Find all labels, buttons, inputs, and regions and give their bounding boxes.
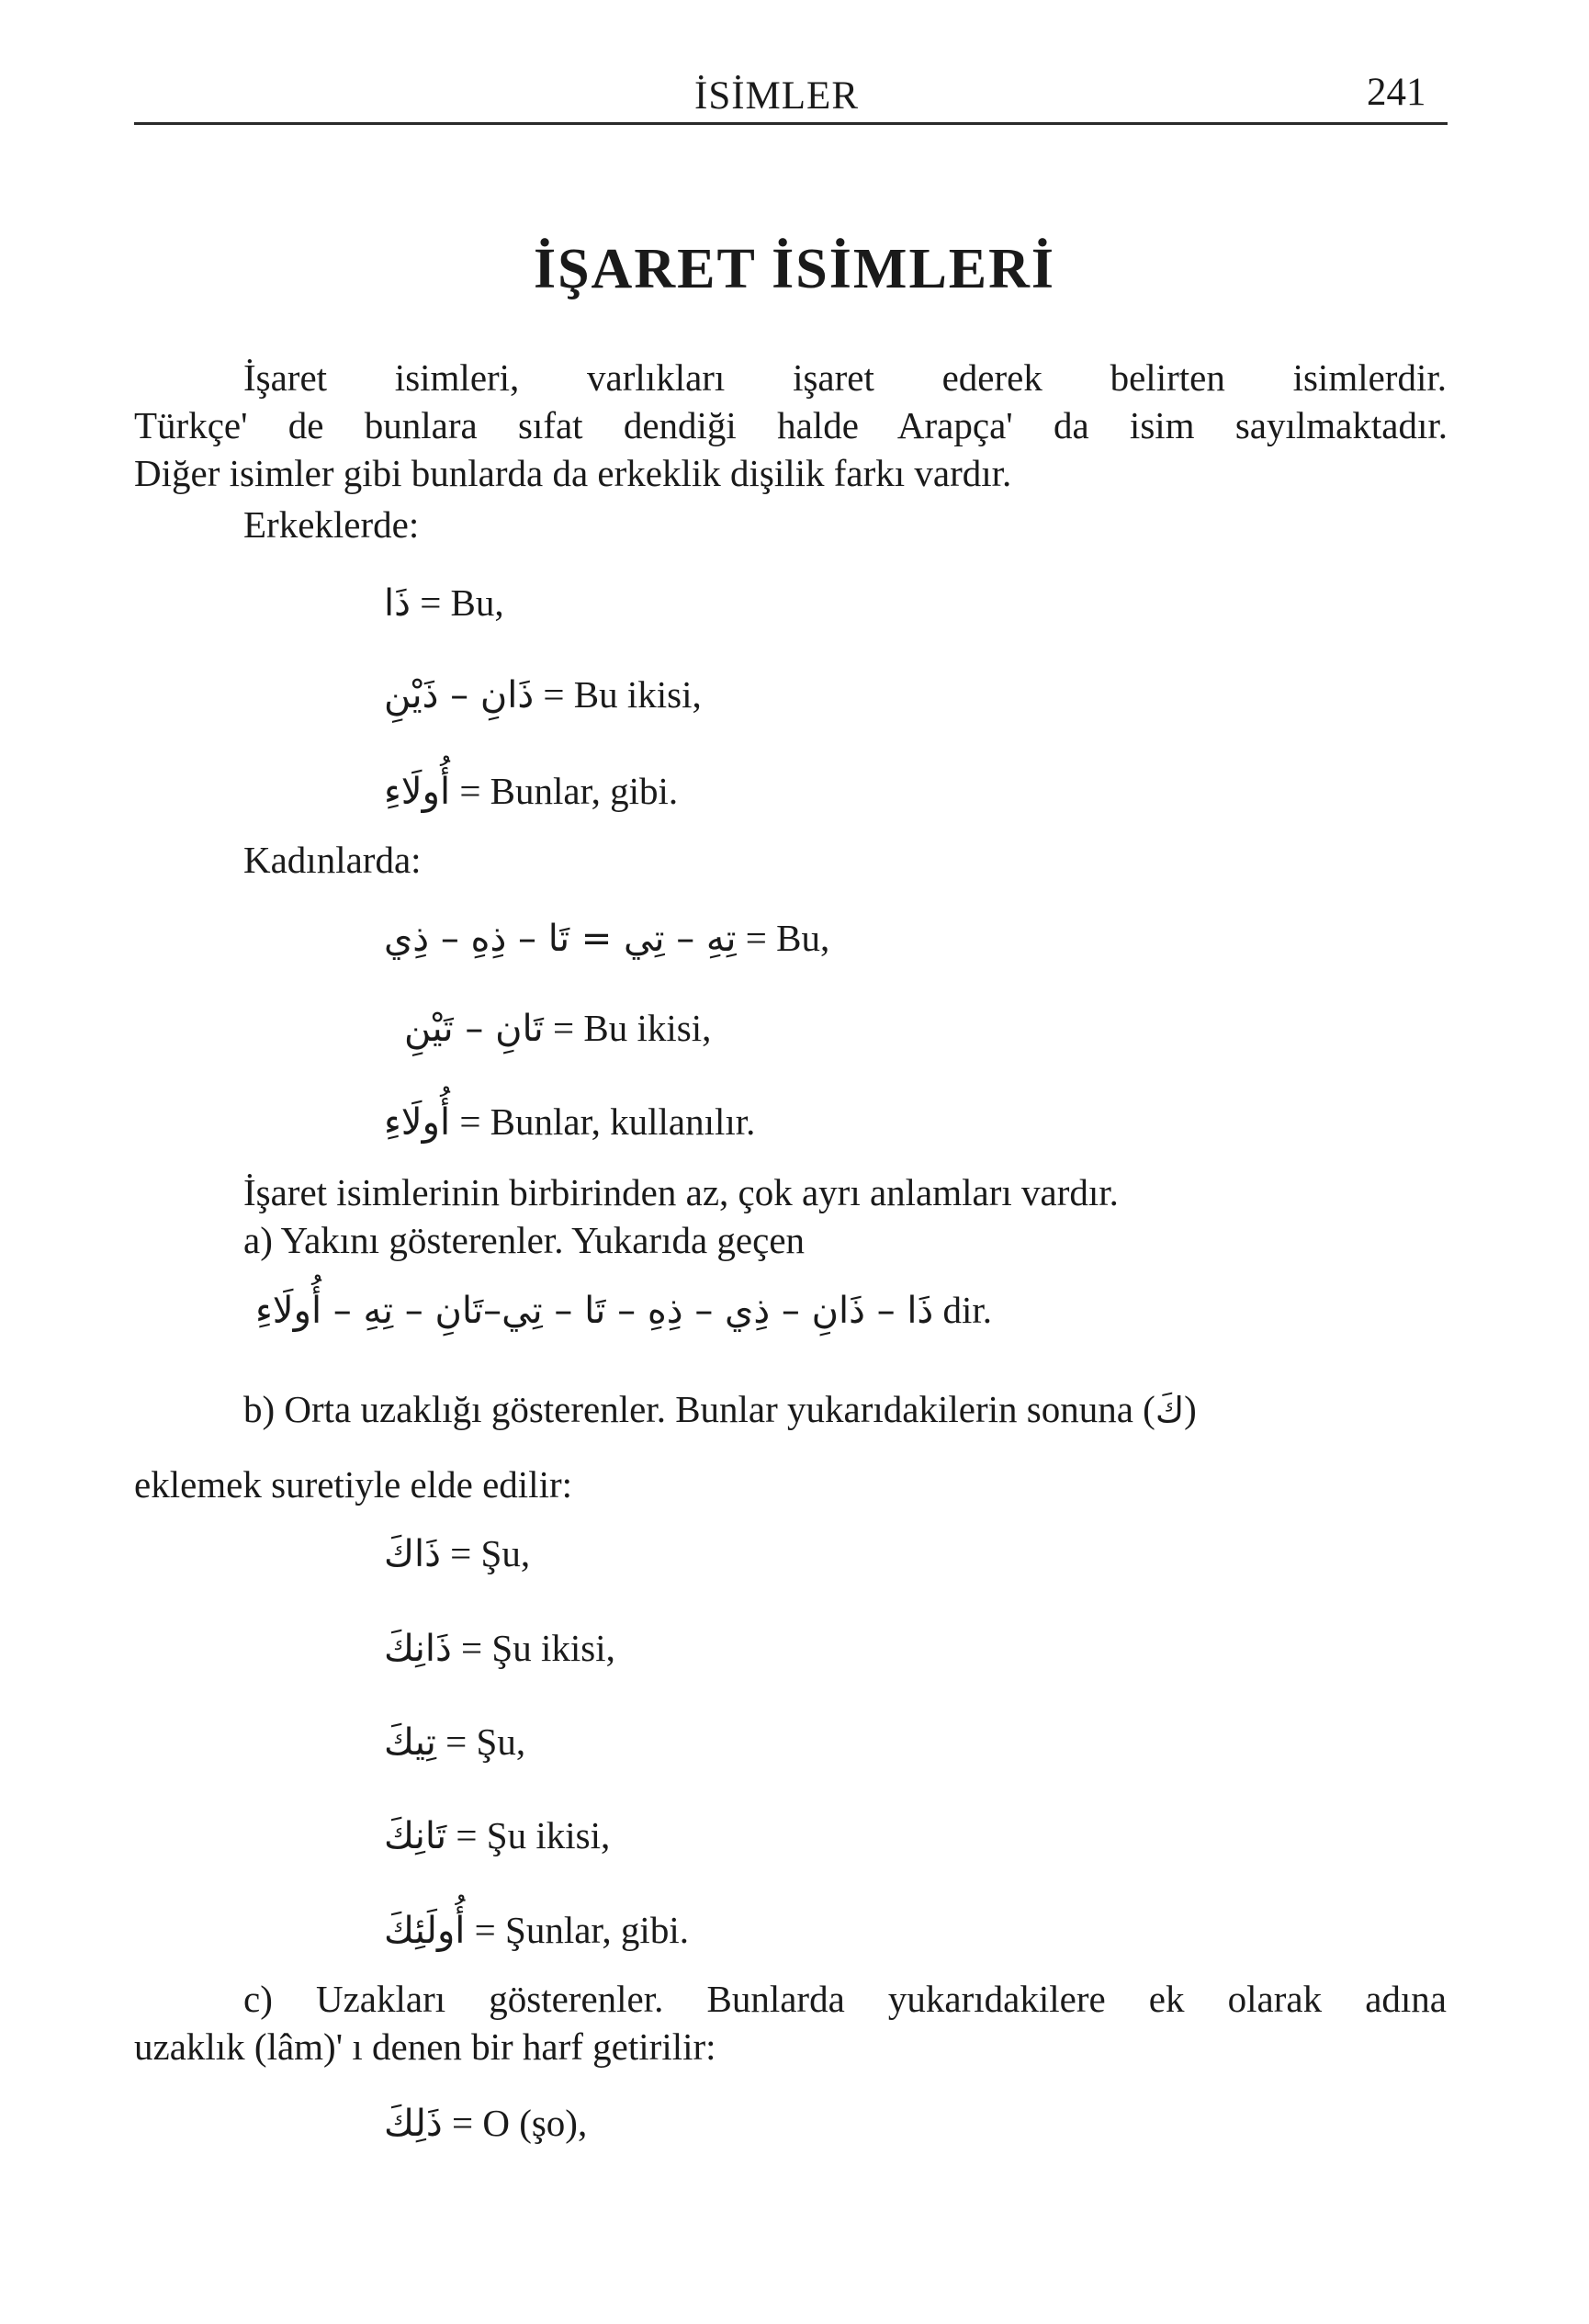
feminine-entry-1 [384, 914, 829, 963]
intro-line-2: Türkçe' de bunlara sıfat dendiği halde Arapça' da isim sayılmaktadır. [134, 404, 1448, 446]
near-list [255, 1286, 992, 1335]
far-line-1: c) Uzakları gösterenler. Bunlarda yukarıdakilere ek olarak adına [243, 1978, 1447, 2020]
entry-meaning: = Bunlar, gibi. [459, 770, 679, 812]
entry-meaning: = O (şo), [451, 2102, 588, 2144]
entry-meaning: = Şu, [450, 1532, 531, 1574]
entry-meaning: = Şunlar, gibi. [474, 1909, 689, 1951]
entry-meaning: = Bunlar, kullanılır. [459, 1100, 756, 1143]
arabic-term: أُولَاءِ [384, 771, 451, 813]
near-label: a) Yakını gösterenler. Yukarıda geçen [243, 1219, 806, 1261]
masculine-heading: Erkeklerde: [243, 503, 420, 546]
middle-entry-3 [384, 1718, 525, 1766]
middle-line-2: eklemek suretiyle elde edilir: [134, 1463, 573, 1506]
feminine-entry-2 [404, 1004, 711, 1053]
arabic-term: تِهِ – تِي = تَا – ذِهِ – ذِي [384, 918, 737, 960]
arabic-term: ذَلِكَ [384, 2103, 443, 2145]
feminine-heading: Kadınlarda: [243, 839, 422, 881]
masculine-entry-1 [384, 579, 504, 627]
near-arabic-list: ذَا – ذَانِ – ذِي – ذِهِ – تَا – تِي–تَانِ – تِهِ – أُولَاءِ [255, 1290, 934, 1332]
entry-meaning: = Şu ikisi, [456, 1814, 611, 1856]
middle-text: b) Orta uzaklığı gösterenler. Bunlar yukarıdakilerin sonuna ( [243, 1388, 1155, 1430]
page-number: 241 [1367, 71, 1426, 114]
feminine-entry-3 [384, 1098, 755, 1146]
arabic-term: ذَاكَ [384, 1533, 441, 1575]
arabic-term: تَانِكَ [384, 1815, 447, 1857]
arabic-term: ذَا [384, 582, 411, 625]
arabic-term: ذَانِ – ذَيْنِ [384, 674, 535, 716]
near-suffix: dir. [942, 1289, 993, 1331]
middle-entry-2 [384, 1624, 615, 1673]
header-rule [134, 122, 1448, 125]
arabic-term: ذَانِكَ [384, 1628, 452, 1670]
middle-text-end: ) [1184, 1388, 1197, 1430]
middle-entry-5 [384, 1906, 689, 1955]
entry-meaning: = Şu ikisi, [461, 1627, 615, 1669]
entry-meaning: = Bu ikisi, [553, 1007, 712, 1049]
intro-line-1: İşaret isimleri, varlıkları işaret ederek belirten isimlerdir. [243, 356, 1447, 399]
running-header-title: İSİMLER [694, 74, 859, 118]
middle-entry-1 [384, 1529, 530, 1578]
chapter-title: İŞARET İSİMLERİ [533, 238, 1056, 300]
arabic-term: أُولَئِكَ [384, 1910, 466, 1952]
entry-meaning: = Şu, [445, 1720, 526, 1763]
arabic-term: تَانِ – تَيْنِ [404, 1008, 544, 1050]
entry-meaning: = Bu ikisi, [543, 673, 702, 716]
intro-line-3: Diğer isimler gibi bunlarda da erkeklik dişilik farkı vardır. [134, 452, 1012, 494]
far-line-2: uzaklık (lâm)' ı denen bir harf getirilir: [134, 2025, 716, 2068]
far-entry-1 [384, 2099, 587, 2148]
masculine-entry-3 [384, 767, 678, 816]
meanings-note: İşaret isimlerinin birbirinden az, çok ayrı anlamları vardır. [243, 1171, 1119, 1213]
masculine-entry-2 [384, 671, 702, 719]
kaf-letter: كَ [1155, 1390, 1185, 1430]
arabic-term: أُولَاءِ [384, 1101, 451, 1144]
middle-entry-4 [384, 1811, 610, 1860]
entry-meaning: = Bu, [745, 917, 830, 959]
entry-meaning: = Bu, [420, 581, 504, 624]
middle-line-1 [243, 1385, 1197, 1434]
arabic-term: تِيكَ [384, 1721, 436, 1764]
